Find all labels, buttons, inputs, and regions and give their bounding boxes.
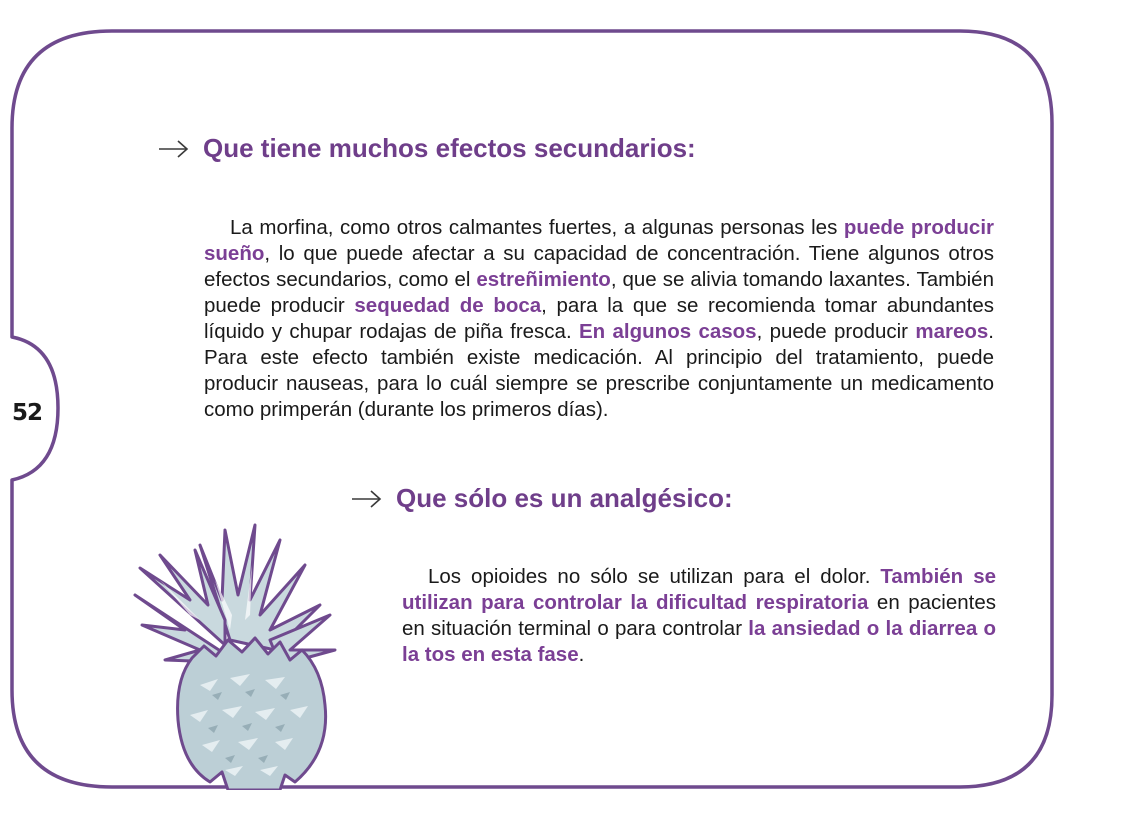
- body-text: . Para este efecto también existe medicación. Al principio del tratamiento, puede producir nauseas, para lo cuál siempre se prescribe conjuntamente un medicamento como primperán (durante los primeros días).: [204, 319, 994, 421]
- body-text: .: [578, 642, 585, 666]
- body-text: Los opioides no sólo se utilizan para el dolor.: [428, 564, 881, 588]
- body-text: , puede producir: [756, 319, 916, 343]
- highlighted-text: mareos: [915, 319, 989, 343]
- highlighted-text: También se utilizan para controlar la dificultad respiratoria: [402, 564, 996, 614]
- body-text: , para la que se recomienda tomar abundantes líquido y chupar rodajas de piña fresca.: [204, 293, 994, 343]
- section-title: Que sólo es un analgésico:: [396, 483, 733, 513]
- highlighted-text: puede producir sueño: [204, 215, 994, 265]
- highlighted-text: estreñimiento: [476, 267, 611, 291]
- highlighted-text: sequedad de boca: [354, 293, 542, 317]
- pineapple-icon: [130, 520, 345, 790]
- highlighted-text: la ansiedad o la diarrea o la tos en esta fase: [402, 616, 996, 666]
- side-effects-paragraph: [204, 215, 994, 423]
- body-text: , lo que puede afectar a su capacidad de concentración. Tiene algunos otros efectos secundarios, como el: [204, 241, 994, 291]
- section-heading-side-effects: [157, 133, 696, 164]
- body-text: La morfina, como otros calmantes fuertes, a algunas personas les: [230, 215, 844, 239]
- body-text: , que se alivia tomando laxantes. También puede producir: [204, 267, 994, 317]
- section-title: Que tiene muchos efectos secundarios:: [203, 133, 696, 163]
- section-heading-analgesic: [350, 483, 733, 514]
- arrow-right-icon: [350, 489, 384, 509]
- body-text: en pacientes en situación terminal o para controlar: [402, 590, 996, 640]
- analgesic-paragraph: [402, 564, 996, 668]
- arrow-right-icon: [157, 139, 191, 159]
- page-number: 52: [11, 400, 42, 426]
- highlighted-text: En algunos casos: [579, 319, 757, 343]
